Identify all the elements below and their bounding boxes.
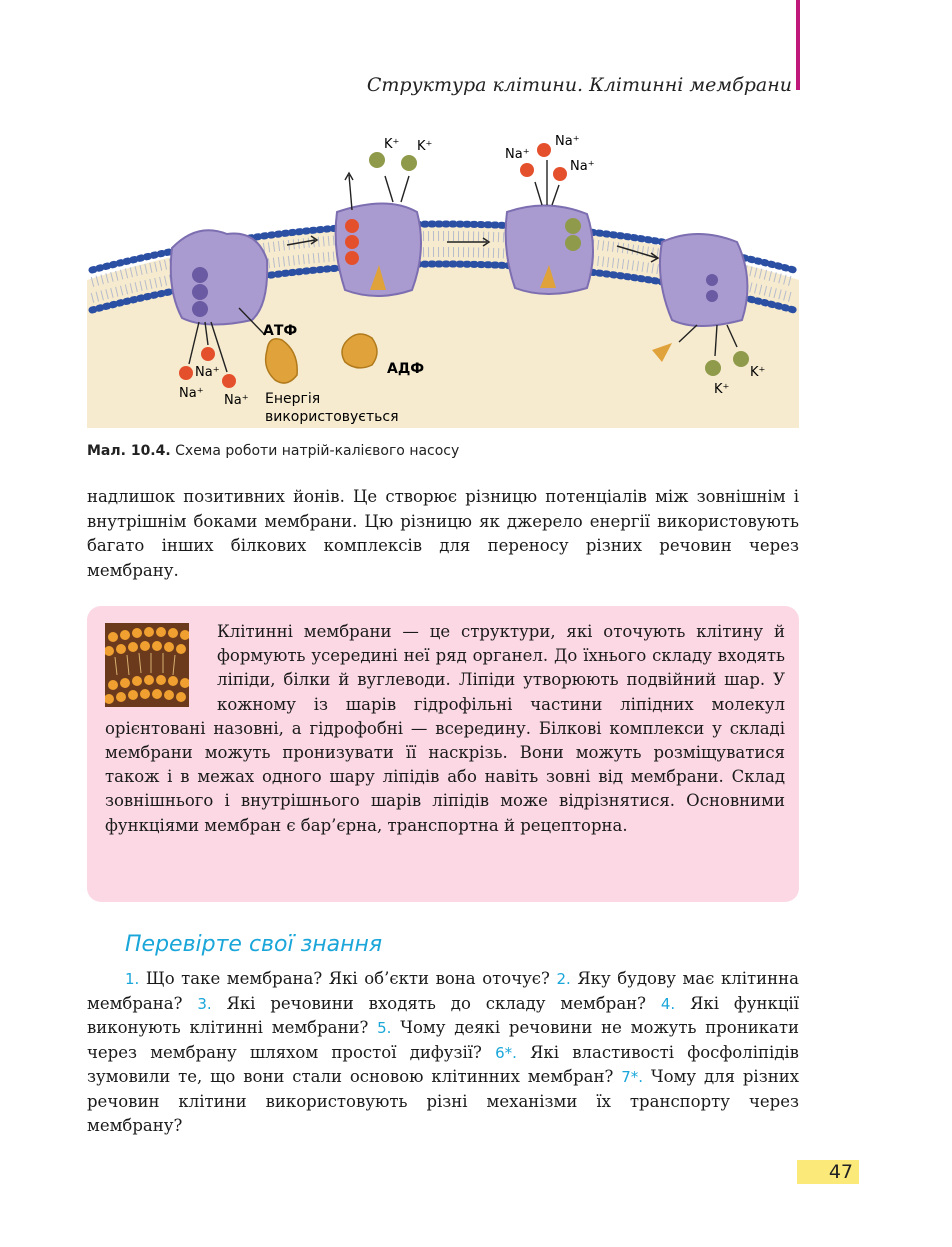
running-head: Структура клітини. Клітинні мембрани (366, 74, 792, 96)
pump-protein-1 (171, 230, 267, 324)
na-ion-top-3 (553, 167, 567, 181)
question-number: 1. (125, 970, 140, 988)
figure-caption (87, 443, 459, 459)
header-accent-bar (796, 0, 800, 90)
k-ion-top-2 (401, 155, 417, 171)
page-number: 47 (797, 1160, 859, 1184)
question-number: 4. (660, 994, 676, 1013)
question-text: Які властивості фосфоліпідів зумовили те, що вони стали основою клітинних мембран? (87, 1042, 799, 1086)
pump-protein-2 (336, 204, 421, 297)
k-label-bottom-2: K⁺ (750, 365, 766, 380)
definition-box (87, 606, 799, 902)
na-ion-bottom-3 (222, 374, 236, 388)
k-label-top-2: K⁺ (417, 139, 433, 154)
atp-label: АТФ (263, 323, 298, 339)
question-text: Які функції виконують клітинні мембрани? (87, 993, 799, 1037)
na-label-top-2: Na⁺ (505, 147, 530, 162)
k-ion-top-1 (369, 152, 385, 168)
question-number: 6*. (495, 1043, 517, 1062)
na-ion-bottom-2 (201, 347, 215, 361)
quiz-title: Перевірте свої знання (125, 932, 383, 957)
k-ion-bottom-1 (705, 360, 721, 376)
na-label-top-1: Na⁺ (555, 134, 580, 149)
na-ion-top-1 (537, 143, 551, 157)
figure-caption-label: Мал. 10.4. (87, 443, 171, 459)
question-text: Що таке мембрана? Які об’єкти вона оточує? (139, 969, 557, 988)
question-number: 5. (377, 1019, 392, 1037)
k-label-bottom-1: K⁺ (714, 382, 730, 397)
pump-protein-4 (660, 234, 747, 326)
question-number: 2. (556, 970, 571, 988)
figure-caption-text: Схема роботи натрій-калієвого насосу (170, 443, 460, 459)
definition-text: Клітинні мембрани — це структури, які оточують клітину й формують усередині неї ряд органел. До їхнього складу входять ліпіди, білки й вуглеводи. Ліпіди утворюють подвійний шар. У кожному із шарів гідрофільні частини ліпідних молекул орієнтовані назовні, а гідрофобні — всередину. Білкові комплекси у складі мембрани можуть пронизувати її наскрізь. Вони можуть розміщуватися також і в межах одного шару ліпідів або навіть зовні від мембрани. Склад зовнішнього і внутрішнього шарів ліпідів може відрізнятися. Основними функціями мембран є бар’єрна, транспортна й рецепторна. (105, 622, 785, 835)
question-number: 3. (197, 994, 212, 1013)
body-paragraph: надлишок позитивних йонів. Це створює різницю потенціалів між зовнішнім і внутрішнім боками мембрани. Цю різницю як джерело енергії використовують багато інших білкових комплексів для переносу різних речовин через мембрану. (87, 487, 799, 580)
na-label-top-3: Na⁺ (570, 159, 595, 174)
k-ion-bottom-2 (733, 351, 749, 367)
energy-label-line-2: використовується (265, 409, 399, 425)
adp-label: АДФ (387, 361, 425, 377)
pump-protein-3 (506, 205, 593, 294)
question-text: Яку будову має клітинна мембрана? (87, 969, 799, 1013)
k-label-top-1: K⁺ (384, 137, 400, 152)
na-label-bottom-2: Na⁺ (179, 386, 204, 401)
sodium-potassium-pump-figure (87, 130, 799, 428)
na-ion-top-2 (520, 163, 534, 177)
quiz-questions (87, 967, 799, 1139)
na-ion-bottom-1 (179, 366, 193, 380)
na-label-bottom-1: Na⁺ (195, 365, 220, 380)
na-label-bottom-3: Na⁺ (224, 393, 249, 408)
question-text: Чому для різних речовин клітини використовують різні механізми їх транспорту через мембрану? (87, 1067, 799, 1135)
question-text: Які речовини входять до складу мембран? (211, 993, 661, 1013)
question-number: 7*. (621, 1068, 644, 1086)
question-text: Чому деякі речовини не можуть проникати через мембрану шляхом простої дифузії? (87, 1018, 799, 1062)
energy-label-line-1: Енергія (265, 391, 321, 407)
